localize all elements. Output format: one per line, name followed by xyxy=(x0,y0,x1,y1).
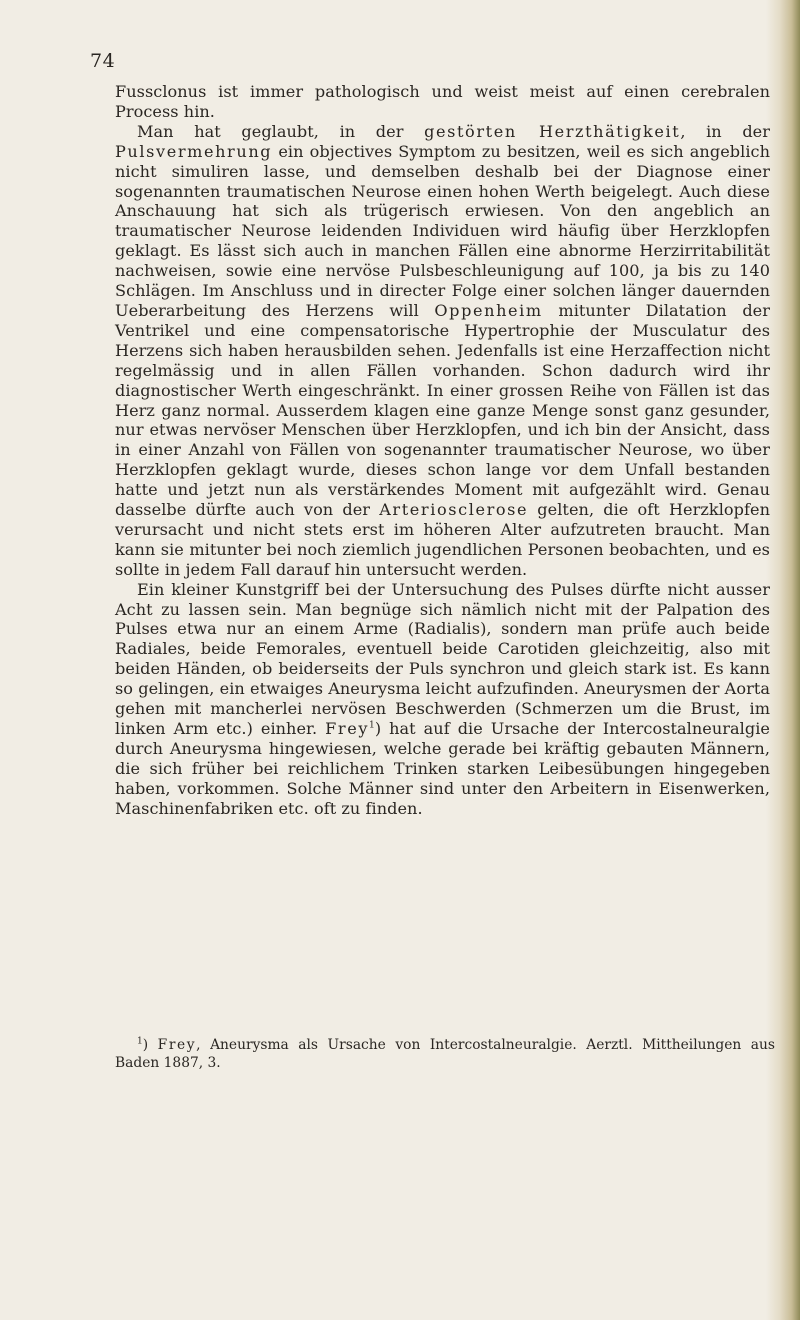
page-binding-edge xyxy=(766,0,800,1320)
emphasized-text: Pulsvermehrung xyxy=(115,141,273,161)
text-run: ein objectives Symptom zu besitzen, weil es sich angeblich nicht simuliren lasse, und demselben deshalb bei der Diagnose einer sogenannten traumatischen Neurose einen hohen Werth beigelegt. Auch diese Anschauung hat sich als trügerisch erwiesen. Von den angeblich an traumatischer Neurose leidenden Individuen wird häufig über Herzklopfen geklagt. Es lässt sich auch in manchen Fällen eine abnorme Herzirritabilität nachweisen, sowie eine nervöse Pulsbeschleunigung auf 100, ja bis zu 140 Schlägen. Im Anschluss und in directer Folge einer solchen länger dauernden Ueberarbeitung des Herzens will xyxy=(115,141,770,320)
footnotes xyxy=(115,1036,775,1072)
emphasized-text: Frey xyxy=(325,719,370,738)
paragraph xyxy=(115,82,770,122)
text-run: gelten, die oft Herzklopfen verursacht und nicht stets erst im höheren Alter aufzutreten braucht. Man kann sie mitunter bei noch ziemlich jugendlichen Personen beobachten, und es sollte in jedem Fall darauf hin untersucht werden. xyxy=(115,500,770,579)
text-run: Fussclonus ist immer pathologisch und weist meist auf einen cerebralen Process hin. xyxy=(115,82,770,121)
text-run: mitunter Dilatation der Ventrikel und eine compensatorische Hypertrophie der Musculatur des Herzens sich haben herausbilden sehen. Jedenfalls ist eine Herzaffection nicht regelmässig und in allen Fällen vorhanden. Schon dadurch wird ihr diagnostischer Werth eingeschränkt. In einer grossen Reihe von Fällen ist das Herz ganz normal. Ausserdem klagen eine ganze Menge sonst ganz gesunder, nur etwas nervöser Menschen über Herzklopfen, und ich bin der Ansicht, dass in einer Anzahl von Fällen von sogenannter traumatischer Neurose, wo über Herzklopfen geklagt wurde, dieses schon lange vor dem Unfall bestanden hatte und jetzt nun als verstärkendes Moment mit aufgezählt wird. Genau dasselbe dürfte auch von der xyxy=(115,300,770,520)
footnote-text: , Aneurysma als Ursache von Intercostalneuralgie. Aerztl. Mittheilungen aus Baden 1887, 3. xyxy=(115,1037,775,1071)
text-run: ) hat auf die Ursache der Intercostalneuralgie durch Aneurysma hingewiesen, welche gerade bei kräftig gebauten Männern, die sich früher bei reichlichem Trinken starken Leibesübungen hingegeben haben, vorkommen. Solche Männer sind unter den Arbeitern in Eisenwerken, Maschinenfabriken etc. oft zu finden. xyxy=(115,719,770,818)
text-run: , in der xyxy=(680,121,771,141)
footnote-author: Frey xyxy=(157,1037,197,1053)
footnote-marker: 1 xyxy=(137,1036,143,1047)
emphasized-text: gestörten Herzthätigkeit xyxy=(424,121,681,141)
text-run: Man hat geglaubt, in der xyxy=(137,121,425,141)
paragraph xyxy=(115,122,770,580)
emphasized-text: Oppenheim xyxy=(434,300,543,320)
footnote-reference: 1 xyxy=(369,720,375,731)
body-text xyxy=(115,82,770,819)
footnote: $^1$) Frey, Aneurysma als Ursache von Intercostalneuralgie. Aerztl. Mittheilungen aus Baden 1887, 3. xyxy=(115,1036,775,1071)
page-number: 74 xyxy=(90,50,116,72)
paragraph xyxy=(115,580,770,819)
emphasized-text: Arteriosclerose xyxy=(379,500,529,520)
text-run: Ein kleiner Kunstgriff bei der Untersuchung des Pulses dürfte nicht ausser Acht zu lassen sein. Man begnüge sich nämlich nicht mit der Palpation des Pulses etwa nur an einem Arme (Radialis), sondern man prüfe auch beide Radiales, beide Femorales, eventuell beide Carotiden gleichzeitig, also mit beiden Händen, ob beiderseits der Puls synchron und gleich stark ist. Es kann so gelingen, ein etwaiges Aneurysma leicht aufzufinden. Aneurysmen der Aorta gehen mit mancherlei nervösen Beschwerden (Schmerzen um die Brust, im linken Arm etc.) einher. xyxy=(115,579,770,738)
